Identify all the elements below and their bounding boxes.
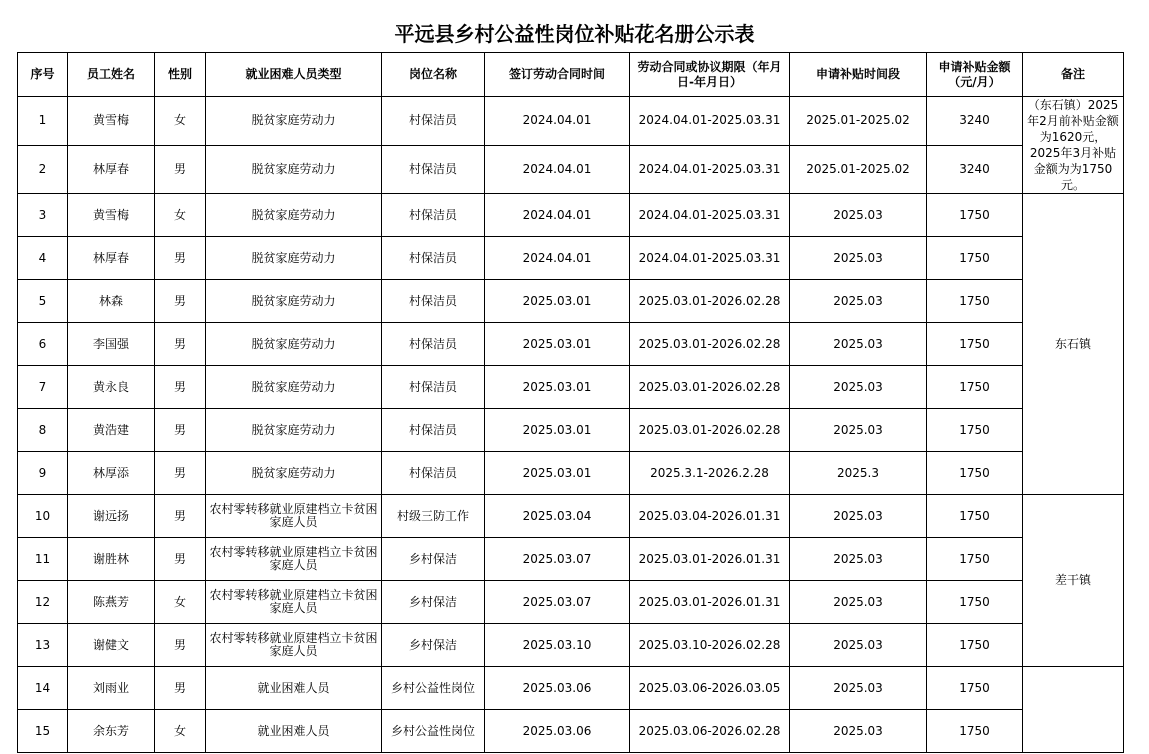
cell-subsidy-period: 2025.03 (790, 667, 927, 710)
cell-name: 谢胜林 (68, 538, 155, 581)
cell-gender: 男 (155, 538, 206, 581)
header-row (18, 53, 1124, 97)
header-position: 岗位名称 (382, 53, 485, 97)
cell-subsidy-amount: 3240 (927, 97, 1023, 146)
table-row (18, 495, 1124, 538)
cell-name: 李国强 (68, 323, 155, 366)
cell-gender: 女 (155, 581, 206, 624)
cell-name: 黄雪梅 (68, 97, 155, 146)
table-row (18, 409, 1124, 452)
cell-subsidy-amount: 1750 (927, 409, 1023, 452)
cell-gender: 男 (155, 495, 206, 538)
cell-position: 村保洁员 (382, 280, 485, 323)
cell-subsidy-amount: 1750 (927, 495, 1023, 538)
cell-position: 村保洁员 (382, 323, 485, 366)
cell-contract-period: 2024.04.01-2025.03.31 (630, 145, 790, 194)
cell-name: 黄雪梅 (68, 194, 155, 237)
table-row (18, 97, 1124, 146)
cell-contract-period: 2025.03.04-2026.01.31 (630, 495, 790, 538)
cell-contract-period: 2025.03.01-2026.01.31 (630, 538, 790, 581)
table-row (18, 280, 1124, 323)
table-row (18, 194, 1124, 237)
table-row (18, 323, 1124, 366)
cell-gender: 女 (155, 97, 206, 146)
cell-subsidy-amount: 1750 (927, 280, 1023, 323)
header-contract-date: 签订劳动合同时间 (485, 53, 630, 97)
cell-type: 就业困难人员 (206, 710, 382, 753)
cell-type: 脱贫家庭劳动力 (206, 452, 382, 495)
cell-gender: 男 (155, 145, 206, 194)
cell-type: 脱贫家庭劳动力 (206, 280, 382, 323)
cell-subsidy-amount: 1750 (927, 237, 1023, 280)
page-title: 平远县乡村公益性岗位补贴花名册公示表 (394, 22, 755, 46)
header-remarks: 备注 (1023, 53, 1124, 97)
cell-subsidy-period: 2025.03 (790, 323, 927, 366)
header-subsidy-amount: 申请补贴金额（元/月） (927, 53, 1023, 97)
cell-index: 14 (18, 667, 68, 710)
cell-contract-period: 2024.04.01-2025.03.31 (630, 97, 790, 146)
cell-index: 10 (18, 495, 68, 538)
cell-subsidy-period: 2025.3 (790, 452, 927, 495)
cell-gender: 男 (155, 624, 206, 667)
cell-index: 3 (18, 194, 68, 237)
cell-contract-period: 2025.03.01-2026.02.28 (630, 280, 790, 323)
cell-contract-period: 2024.04.01-2025.03.31 (630, 237, 790, 280)
cell-position: 村保洁员 (382, 409, 485, 452)
subsidy-roster-table (17, 52, 1124, 753)
cell-position: 村保洁员 (382, 452, 485, 495)
cell-gender: 男 (155, 280, 206, 323)
cell-position: 乡村公益性岗位 (382, 667, 485, 710)
cell-contract-date: 2025.03.01 (485, 409, 630, 452)
cell-name: 林厚春 (68, 237, 155, 280)
cell-contract-date: 2025.03.07 (485, 538, 630, 581)
cell-name: 陈燕芳 (68, 581, 155, 624)
cell-type: 脱贫家庭劳动力 (206, 323, 382, 366)
cell-contract-period: 2025.03.06-2026.02.28 (630, 710, 790, 753)
cell-gender: 男 (155, 667, 206, 710)
cell-type: 就业困难人员 (206, 667, 382, 710)
cell-contract-period: 2025.03.01-2026.01.31 (630, 581, 790, 624)
header-name: 员工姓名 (68, 53, 155, 97)
cell-name: 谢健文 (68, 624, 155, 667)
cell-contract-period: 2025.03.01-2026.02.28 (630, 409, 790, 452)
cell-type: 脱贫家庭劳动力 (206, 145, 382, 194)
cell-index: 8 (18, 409, 68, 452)
cell-type: 农村零转移就业原建档立卡贫困家庭人员 (206, 581, 382, 624)
cell-subsidy-amount: 1750 (927, 366, 1023, 409)
cell-contract-date: 2025.03.07 (485, 581, 630, 624)
cell-type: 脱贫家庭劳动力 (206, 237, 382, 280)
cell-index: 7 (18, 366, 68, 409)
cell-subsidy-period: 2025.03 (790, 581, 927, 624)
header-type: 就业困难人员类型 (206, 53, 382, 97)
header-contract-period: 劳动合同或协议期限（年月日-年月日） (630, 53, 790, 97)
cell-name: 刘雨业 (68, 667, 155, 710)
cell-contract-period: 2025.03.01-2026.02.28 (630, 323, 790, 366)
cell-contract-date: 2025.03.01 (485, 280, 630, 323)
cell-contract-date: 2024.04.01 (485, 145, 630, 194)
cell-name: 林厚春 (68, 145, 155, 194)
cell-position: 村保洁员 (382, 237, 485, 280)
table-row (18, 452, 1124, 495)
cell-position: 村保洁员 (382, 97, 485, 146)
cell-index: 6 (18, 323, 68, 366)
cell-subsidy-amount: 1750 (927, 194, 1023, 237)
cell-subsidy-amount: 3240 (927, 145, 1023, 194)
cell-contract-date: 2025.03.06 (485, 710, 630, 753)
table-row (18, 366, 1124, 409)
cell-contract-period: 2025.03.10-2026.02.28 (630, 624, 790, 667)
cell-contract-period: 2025.3.1-2026.2.28 (630, 452, 790, 495)
table-row (18, 145, 1124, 194)
cell-subsidy-amount: 1750 (927, 581, 1023, 624)
cell-name: 黄浩建 (68, 409, 155, 452)
cell-gender: 女 (155, 194, 206, 237)
cell-gender: 男 (155, 366, 206, 409)
cell-position: 村保洁员 (382, 145, 485, 194)
header-index: 序号 (18, 53, 68, 97)
cell-type: 农村零转移就业原建档立卡贫困家庭人员 (206, 495, 382, 538)
cell-subsidy-period: 2025.03 (790, 366, 927, 409)
cell-gender: 男 (155, 237, 206, 280)
table-body (18, 97, 1124, 753)
table-row (18, 710, 1124, 753)
remark-empty (1023, 667, 1124, 753)
cell-subsidy-amount: 1750 (927, 538, 1023, 581)
cell-position: 村保洁员 (382, 194, 485, 237)
cell-subsidy-amount: 1750 (927, 624, 1023, 667)
cell-contract-period: 2025.03.01-2026.02.28 (630, 366, 790, 409)
cell-contract-date: 2025.03.01 (485, 366, 630, 409)
cell-subsidy-period: 2025.03 (790, 538, 927, 581)
cell-type: 脱贫家庭劳动力 (206, 97, 382, 146)
cell-position: 乡村保洁 (382, 624, 485, 667)
cell-name: 林厚添 (68, 452, 155, 495)
cell-subsidy-amount: 1750 (927, 452, 1023, 495)
cell-subsidy-period: 2025.03 (790, 194, 927, 237)
cell-subsidy-amount: 1750 (927, 323, 1023, 366)
remark-town-chagan: 差干镇 (1023, 495, 1124, 667)
cell-type: 脱贫家庭劳动力 (206, 409, 382, 452)
cell-index: 1 (18, 97, 68, 146)
cell-gender: 男 (155, 323, 206, 366)
cell-subsidy-amount: 1750 (927, 667, 1023, 710)
cell-type: 脱贫家庭劳动力 (206, 194, 382, 237)
cell-contract-date: 2025.03.04 (485, 495, 630, 538)
cell-index: 4 (18, 237, 68, 280)
cell-contract-period: 2025.03.06-2026.03.05 (630, 667, 790, 710)
cell-name: 余东芳 (68, 710, 155, 753)
cell-position: 乡村公益性岗位 (382, 710, 485, 753)
cell-index: 12 (18, 581, 68, 624)
cell-position: 村保洁员 (382, 366, 485, 409)
remark-note-dongshi-prior: （东石镇）2025年2月前补贴金额为1620元，2025年3月补贴金额为为1750元。 (1023, 97, 1124, 194)
cell-position: 村级三防工作 (382, 495, 485, 538)
table-row (18, 624, 1124, 667)
cell-subsidy-amount: 1750 (927, 710, 1023, 753)
cell-contract-date: 2024.04.01 (485, 237, 630, 280)
cell-index: 13 (18, 624, 68, 667)
cell-contract-date: 2025.03.06 (485, 667, 630, 710)
cell-contract-date: 2025.03.10 (485, 624, 630, 667)
header-subsidy-period: 申请补贴时间段 (790, 53, 927, 97)
cell-type: 农村零转移就业原建档立卡贫困家庭人员 (206, 538, 382, 581)
cell-gender: 男 (155, 452, 206, 495)
cell-subsidy-period: 2025.03 (790, 624, 927, 667)
cell-index: 5 (18, 280, 68, 323)
cell-name: 林森 (68, 280, 155, 323)
cell-position: 乡村保洁 (382, 581, 485, 624)
table-row (18, 237, 1124, 280)
cell-subsidy-period: 2025.03 (790, 495, 927, 538)
cell-name: 谢远扬 (68, 495, 155, 538)
cell-contract-date: 2025.03.01 (485, 323, 630, 366)
remark-town-dongshi: 东石镇 (1023, 194, 1124, 495)
cell-subsidy-period: 2025.03 (790, 237, 927, 280)
cell-contract-date: 2025.03.01 (485, 452, 630, 495)
cell-position: 乡村保洁 (382, 538, 485, 581)
cell-index: 9 (18, 452, 68, 495)
cell-index: 2 (18, 145, 68, 194)
cell-subsidy-period: 2025.01-2025.02 (790, 97, 927, 146)
cell-gender: 男 (155, 409, 206, 452)
cell-type: 农村零转移就业原建档立卡贫困家庭人员 (206, 624, 382, 667)
cell-subsidy-period: 2025.03 (790, 280, 927, 323)
cell-contract-period: 2024.04.01-2025.03.31 (630, 194, 790, 237)
cell-index: 15 (18, 710, 68, 753)
cell-name: 黄永良 (68, 366, 155, 409)
cell-subsidy-period: 2025.03 (790, 409, 927, 452)
cell-subsidy-period: 2025.01-2025.02 (790, 145, 927, 194)
cell-index: 11 (18, 538, 68, 581)
table-row (18, 667, 1124, 710)
cell-subsidy-period: 2025.03 (790, 710, 927, 753)
header-gender: 性别 (155, 53, 206, 97)
cell-contract-date: 2024.04.01 (485, 194, 630, 237)
table-row (18, 581, 1124, 624)
cell-contract-date: 2024.04.01 (485, 97, 630, 146)
table-row (18, 538, 1124, 581)
cell-gender: 女 (155, 710, 206, 753)
cell-type: 脱贫家庭劳动力 (206, 366, 382, 409)
